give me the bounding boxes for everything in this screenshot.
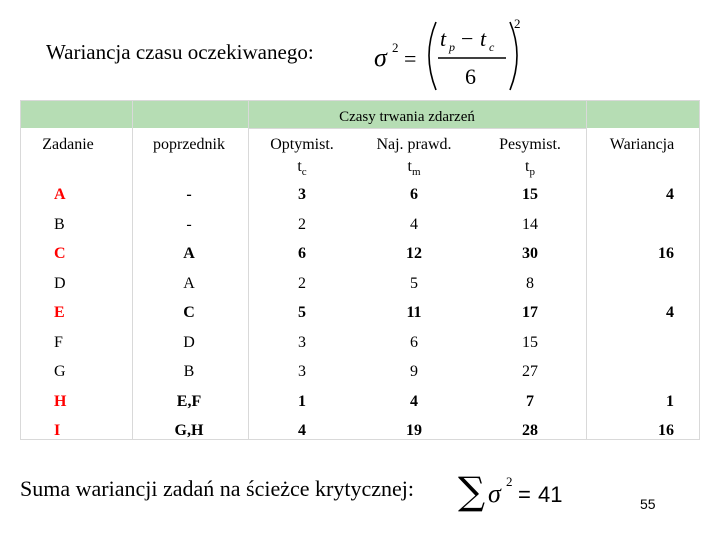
likely-cell: 4 bbox=[410, 215, 418, 233]
task-cell: B bbox=[54, 215, 65, 233]
task-cell: F bbox=[54, 333, 63, 351]
formula-equals: = bbox=[404, 46, 417, 71]
summary-text: Suma wariancji zadań na ścieżce krytycznej: bbox=[20, 476, 414, 501]
pessimistic-cell: 27 bbox=[522, 363, 538, 380]
predecessor-cell: - bbox=[186, 186, 192, 203]
predecessor-cell: D bbox=[183, 333, 195, 351]
task-cell: D bbox=[54, 274, 66, 292]
table-group-header: Czasy trwania zdarzeń bbox=[339, 109, 475, 125]
optimistic-cell: 6 bbox=[298, 245, 306, 262]
variance-cell: 16 bbox=[658, 245, 674, 262]
formula-tp: t bbox=[440, 26, 447, 51]
optimistic-cell: 3 bbox=[298, 186, 306, 203]
optimistic-cell: 3 bbox=[298, 333, 306, 351]
header-task: Zadanie bbox=[42, 136, 94, 153]
variance-cell: 1 bbox=[666, 392, 674, 410]
optimistic-cell: 4 bbox=[298, 422, 306, 439]
summary-sigma: σ bbox=[488, 479, 501, 508]
predecessor-cell: G,H bbox=[174, 422, 204, 439]
likely-cell: 12 bbox=[406, 245, 422, 262]
optimistic-cell: 1 bbox=[298, 392, 306, 410]
likely-cell: 4 bbox=[410, 392, 418, 410]
predecessor-cell: A bbox=[183, 245, 195, 262]
formula-right-paren bbox=[510, 22, 517, 90]
variance-cell: 4 bbox=[666, 304, 674, 321]
pessimistic-cell: 17 bbox=[522, 304, 538, 321]
variance-formula bbox=[372, 14, 532, 96]
summary-value: 41 bbox=[538, 482, 563, 507]
task-cell: H bbox=[54, 392, 67, 410]
header-optimistic: Optymist. $t_c$ bbox=[270, 136, 334, 179]
task-cell: C bbox=[54, 245, 66, 262]
formula-tc-sub: c bbox=[489, 40, 495, 54]
likely-cell: 6 bbox=[410, 333, 418, 351]
page-number: 55 bbox=[640, 496, 656, 512]
optimistic-cell: 5 bbox=[298, 304, 306, 321]
predecessor-cell: E,F bbox=[176, 392, 202, 410]
variance-cell: 4 bbox=[666, 186, 674, 203]
predecessor-cell: - bbox=[186, 215, 192, 233]
pessimistic-cell: 28 bbox=[522, 422, 538, 439]
formula-outer-exp: 2 bbox=[514, 16, 521, 31]
summary-sum-sign: ∑ bbox=[458, 469, 486, 513]
pessimistic-cell: 30 bbox=[522, 245, 538, 262]
likely-cell: 9 bbox=[410, 363, 418, 380]
pessimistic-cell: 15 bbox=[522, 186, 538, 203]
header-variance: Wariancja bbox=[609, 136, 675, 153]
formula-tp-sub: p bbox=[449, 40, 455, 54]
pessimistic-cell: 8 bbox=[526, 274, 534, 292]
formula-sigma-exp: 2 bbox=[392, 40, 399, 55]
predecessor-cell: C bbox=[183, 304, 195, 321]
formula-sigma: σ bbox=[374, 43, 387, 72]
slide-title: Wariancja czasu oczekiwanego: bbox=[46, 40, 314, 64]
pessimistic-cell: 15 bbox=[522, 333, 538, 351]
optimistic-cell: 2 bbox=[298, 274, 306, 292]
formula-minus: − bbox=[461, 26, 474, 51]
pessimistic-cell: 7 bbox=[526, 392, 534, 410]
likely-cell: 5 bbox=[410, 274, 418, 292]
likely-cell: 19 bbox=[406, 422, 422, 439]
task-cell: A bbox=[54, 186, 66, 203]
header-pessimistic: Pesymist. $t_p$ bbox=[499, 136, 561, 179]
formula-left-paren bbox=[429, 22, 436, 90]
likely-cell: 6 bbox=[410, 186, 418, 203]
formula-tc: t bbox=[480, 26, 487, 51]
pessimistic-cell: 14 bbox=[522, 215, 538, 233]
predecessor-cell: B bbox=[183, 363, 195, 380]
task-cell: G bbox=[54, 363, 66, 380]
summary-equals: = bbox=[518, 482, 531, 507]
header-most-likely: Naj. prawd. $t_m$ bbox=[376, 136, 452, 179]
variance-cell: 16 bbox=[658, 422, 674, 439]
optimistic-cell: 3 bbox=[298, 363, 306, 380]
formula-denominator: 6 bbox=[465, 64, 476, 89]
summary-formula bbox=[456, 464, 576, 514]
task-cell: E bbox=[54, 304, 65, 321]
predecessor-cell: A bbox=[183, 274, 195, 292]
optimistic-cell: 2 bbox=[298, 215, 306, 233]
task-cell: I bbox=[54, 422, 61, 439]
header-predecessor: poprzednik bbox=[153, 136, 225, 153]
summary-sigma-exp: 2 bbox=[506, 474, 513, 489]
likely-cell: 11 bbox=[406, 304, 422, 321]
